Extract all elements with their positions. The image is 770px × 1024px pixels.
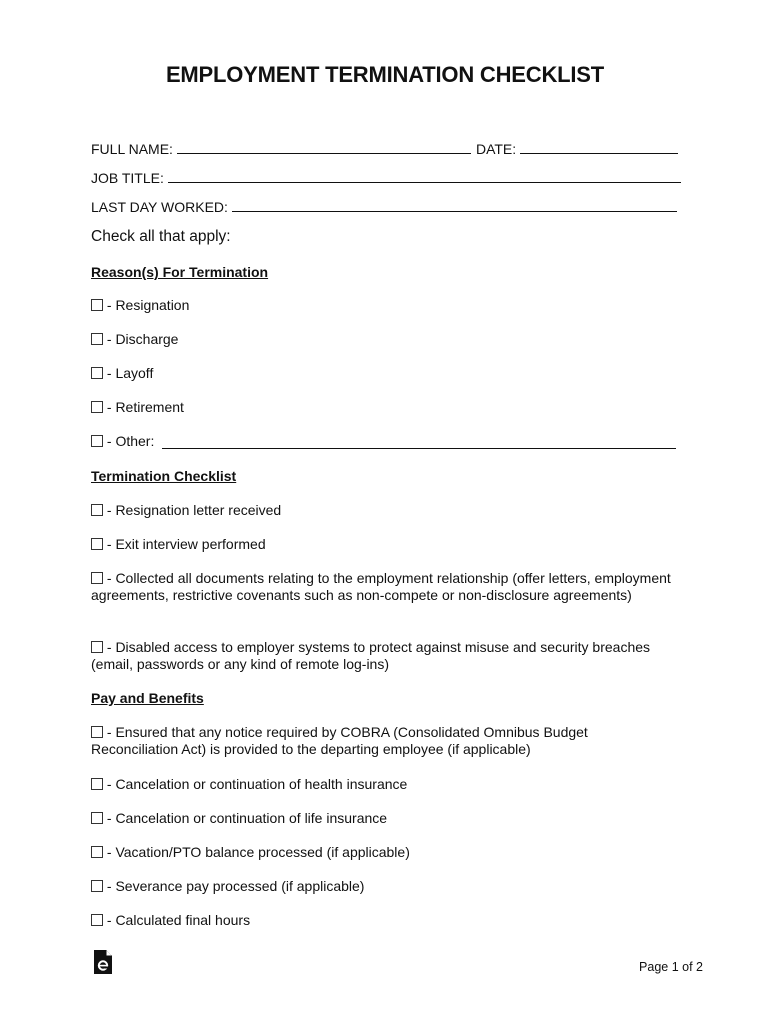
job-title-label: JOB TITLE:	[91, 170, 164, 186]
benefits-heading: Pay and Benefits	[91, 690, 204, 706]
benefits-item: - Calculated final hours	[91, 912, 691, 929]
job-title-field[interactable]	[168, 168, 681, 183]
checkbox-resignation-letter[interactable]	[91, 504, 103, 516]
checkbox-discharge[interactable]	[91, 333, 103, 345]
last-day-label: LAST DAY WORKED:	[91, 199, 228, 215]
reason-item-other: - Other:	[91, 433, 691, 450]
full-name-field[interactable]	[177, 139, 471, 154]
last-day-row	[91, 197, 677, 215]
checkbox-final-hours[interactable]	[91, 914, 103, 926]
checklist-item: - Exit interview performed	[91, 536, 691, 553]
full-name-label: FULL NAME:	[91, 141, 173, 157]
checkbox-health-insurance[interactable]	[91, 778, 103, 790]
checkbox-exit-interview[interactable]	[91, 538, 103, 550]
benefits-item: - Vacation/PTO balance processed (if applicable)	[91, 844, 691, 861]
checkbox-resignation[interactable]	[91, 299, 103, 311]
checkbox-disabled-access[interactable]	[91, 641, 103, 653]
other-reason-field[interactable]	[162, 435, 676, 449]
job-title-row	[91, 168, 681, 186]
checkbox-retirement[interactable]	[91, 401, 103, 413]
reason-item: - Layoff	[91, 365, 691, 382]
checkbox-vacation-pto[interactable]	[91, 846, 103, 858]
page-number: Page 1 of 2	[639, 960, 703, 974]
checkbox-layoff[interactable]	[91, 367, 103, 379]
reason-item: - Retirement	[91, 399, 691, 416]
full-name-row	[91, 139, 678, 157]
benefits-item: - Ensured that any notice required by COBRA (Consolidated Omnibus Budget Reconciliation Act) is provided to the departing employee (if applicable)	[91, 724, 588, 757]
checkbox-severance-pay[interactable]	[91, 880, 103, 892]
checklist-item: - Disabled access to employer systems to protect against misuse and security breaches (email, passwords or any kind of remote log-ins)	[91, 639, 651, 672]
checklist-heading: Termination Checklist	[91, 468, 237, 484]
reason-item: - Discharge	[91, 331, 691, 348]
instructions-text: Check all that apply:	[91, 228, 231, 245]
benefits-item: - Severance pay processed (if applicable)	[91, 878, 691, 895]
eforms-logo-icon	[93, 949, 113, 980]
checklist-item: - Collected all documents relating to the employment relationship (offer letters, employment agreements, restrictive covenants such as non-compete or non-disclosure agreements)	[91, 570, 671, 603]
checkbox-cobra-notice[interactable]	[91, 726, 103, 738]
last-day-field[interactable]	[232, 197, 677, 212]
date-label: DATE:	[475, 141, 517, 157]
checkbox-collected-documents[interactable]	[91, 572, 103, 584]
page-title: EMPLOYMENT TERMINATION CHECKLIST	[165, 62, 605, 87]
checkbox-other[interactable]	[91, 435, 103, 447]
date-field[interactable]	[520, 139, 678, 154]
checkbox-life-insurance[interactable]	[91, 812, 103, 824]
benefits-item: - Cancelation or continuation of life insurance	[91, 810, 691, 827]
benefits-item: - Cancelation or continuation of health insurance	[91, 776, 691, 793]
reason-item: - Resignation	[91, 297, 691, 314]
checklist-item: - Resignation letter received	[91, 502, 691, 519]
reasons-heading: Reason(s) For Termination	[91, 264, 269, 280]
